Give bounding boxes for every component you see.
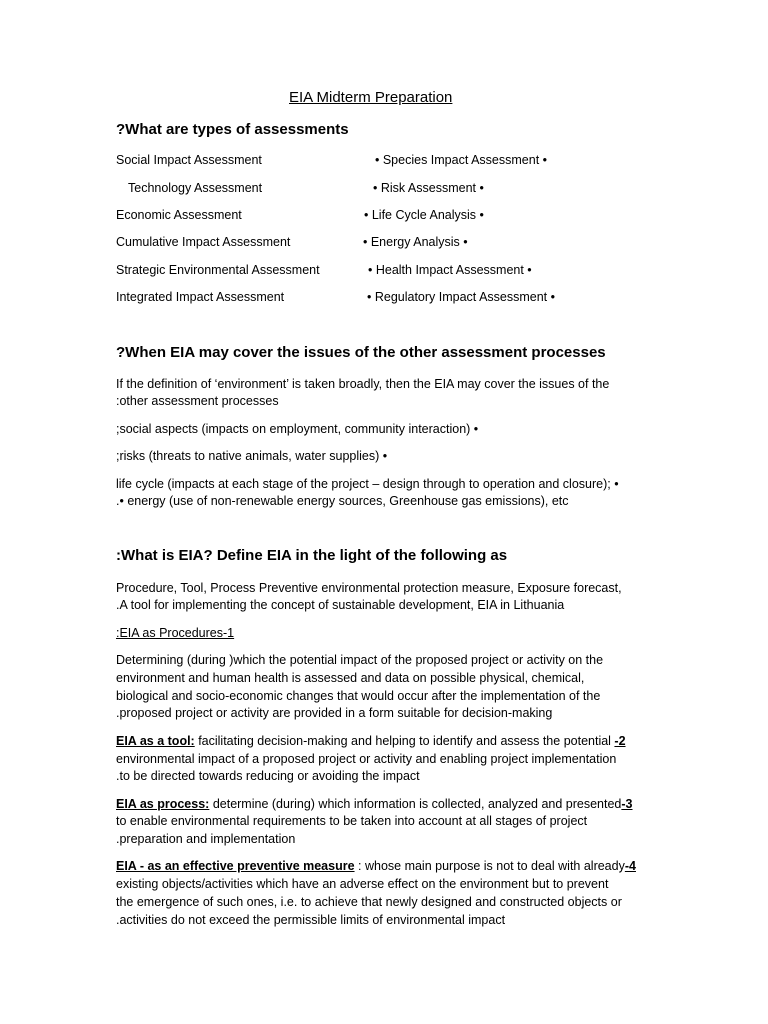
preventive-number: -4: [624, 859, 636, 873]
tool-number: -2: [614, 734, 626, 748]
preventive-text: : whose main purpose is not to deal with already: [354, 859, 625, 873]
procedure-line-2: environment and human health is assessed and data on possible physical, chemical,: [116, 671, 585, 685]
q2-item-social: ;social aspects (impacts on employment, community interaction) •: [116, 422, 479, 436]
preventive-label: EIA - as an effective preventive measure: [116, 859, 355, 873]
assessment-left-5: Strategic Environmental Assessment: [116, 263, 320, 277]
procedure-line-3: biological and socio-economic changes that would occur after the implementation of the: [116, 689, 601, 703]
assessment-right-2: • Risk Assessment •: [373, 181, 484, 195]
q3-intro-line-1: Procedure, Tool, Process Preventive environmental protection measure, Exposure forecast,: [116, 581, 622, 595]
q2-item-energy: .• energy (use of non-renewable energy sources, Greenhouse gas emissions), etc: [116, 494, 569, 508]
document-title: EIA Midterm Preparation: [289, 89, 453, 106]
assessment-right-4: • Energy Analysis •: [363, 235, 468, 249]
q2-intro-line-2: :other assessment processes: [116, 394, 279, 408]
tool-line-1: [116, 733, 626, 749]
assessment-right-6: • Regulatory Impact Assessment •: [367, 290, 555, 304]
assessment-right-1: • Species Impact Assessment •: [375, 153, 548, 167]
assessment-left-1: Social Impact Assessment: [116, 153, 262, 167]
process-text: determine (during) which information is collected, analyzed and presented: [209, 797, 622, 811]
assessment-right-3: • Life Cycle Analysis •: [364, 208, 484, 222]
tool-line-3: .to be directed towards reducing or avoiding the impact: [116, 769, 420, 783]
procedure-line-4: .proposed project or activity are provided in a form suitable for decision-making: [116, 706, 553, 720]
process-label: EIA as process:: [116, 797, 210, 811]
q2-item-life-cycle: life cycle (impacts at each stage of the project – design through to operation and closure); •: [116, 477, 619, 491]
preventive-line-2: existing objects/activities which have an adverse effect on the environment but to prevent: [116, 877, 609, 891]
q3-intro-line-2: .A tool for implementing the concept of sustainable development, EIA in Lithuania: [116, 598, 565, 612]
preventive-line-3: the emergence of such ones, i.e. to achieve that newly designed and constructed objects or: [116, 895, 622, 909]
preventive-line-1: [116, 858, 636, 874]
assessment-left-3: Economic Assessment: [116, 208, 242, 222]
q1-heading: ?What are types of assessments: [116, 121, 349, 138]
q2-intro-line-1: If the definition of ‘environment’ is taken broadly, then the EIA may cover the issues of the: [116, 377, 610, 391]
process-line-1: [116, 796, 633, 812]
tool-text: facilitating decision-making and helping to identify and assess the potential: [194, 734, 615, 748]
process-line-2: to enable environmental requirements to be taken into account at all stages of project: [116, 814, 588, 828]
assessment-left-2: Technology Assessment: [128, 181, 263, 195]
tool-line-2: environmental impact of a proposed project or activity and enabling project implementation: [116, 752, 617, 766]
preventive-line-4: .activities do not exceed the permissible limits of environmental impact: [116, 913, 506, 927]
process-line-3: .preparation and implementation: [116, 832, 296, 846]
assessment-left-6: Integrated Impact Assessment: [116, 290, 285, 304]
q2-heading: ?When EIA may cover the issues of the other assessment processes: [116, 344, 606, 361]
procedure-line-1: Determining (during )which the potential impact of the proposed project or activity on the: [116, 653, 604, 667]
q2-item-risks: ;risks (threats to native animals, water supplies) •: [116, 449, 388, 463]
procedure-heading: :EIA as Procedures-1: [116, 626, 235, 640]
q3-heading: :What is EIA? Define EIA in the light of the following as: [116, 547, 508, 564]
assessment-right-5: • Health Impact Assessment •: [368, 263, 532, 277]
tool-label: EIA as a tool:: [116, 734, 195, 748]
assessment-left-4: Cumulative Impact Assessment: [116, 235, 291, 249]
process-number: -3: [621, 797, 633, 811]
